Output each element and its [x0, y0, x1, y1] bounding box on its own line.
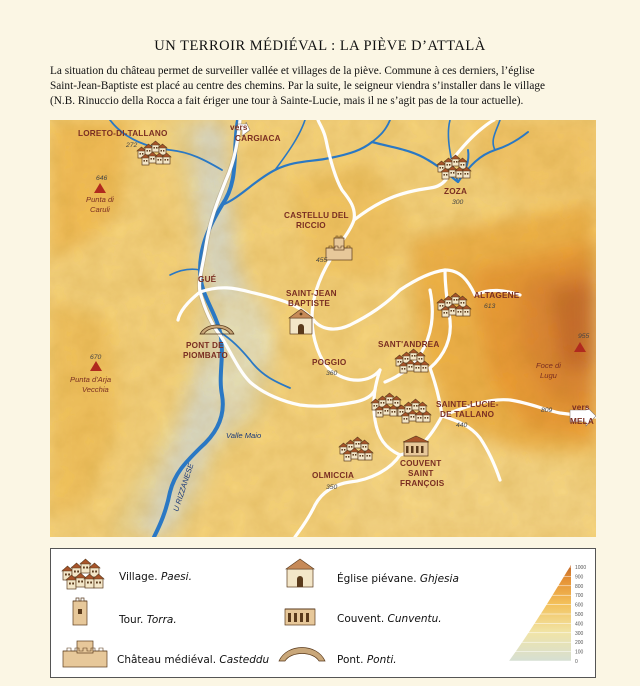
- legend-bridge-label: Pont.: [337, 654, 364, 666]
- alt-foce: 809: [541, 407, 553, 414]
- legend-church-label: Église piévane.: [337, 573, 417, 585]
- label-loreto: LORETO-DI-TALLANO: [78, 129, 168, 138]
- alt-loreto: 272: [126, 142, 138, 149]
- terrain-map[interactable]: [50, 120, 596, 537]
- label-zoza: ZOZA: [444, 187, 468, 196]
- label-santandrea: SANT'ANDREA: [378, 340, 440, 349]
- legend-church: [337, 573, 459, 585]
- scale-tick-label: 300: [575, 630, 584, 637]
- intro-line: Saint-Jean-Baptiste est placé au centre des chemins. Par la suite, le seigneur viendra s’installer dans le village: [50, 80, 546, 92]
- scale-tick-label: 0: [575, 659, 578, 665]
- alt-zoza: 300: [452, 199, 464, 206]
- legend-convent: [337, 613, 442, 625]
- scale-tick-label: 400: [575, 621, 584, 628]
- peak-caruli-name: Punta di: [86, 195, 114, 204]
- elevation-scale-wedge: [509, 565, 571, 661]
- legend-tower-italic: Torra.: [146, 614, 177, 626]
- legend-church-italic: Ghjesia: [419, 573, 459, 585]
- label-pont: PONT DE: [186, 341, 224, 350]
- legend-village: [119, 571, 192, 583]
- intro-line: La situation du château permet de surveiller vallée et villages de la piève. Commune à ces derniers, l’église: [50, 65, 535, 77]
- mela-label: MELA: [570, 417, 594, 426]
- label-castellu: CASTELLU DEL: [284, 211, 349, 220]
- legend-tower-icon: [73, 598, 87, 625]
- peak-caruli-name: Caruli: [90, 205, 110, 214]
- legend-bridge-icon: [279, 648, 325, 662]
- legend-convent-icon: [285, 609, 315, 625]
- scale-tick-label: 100: [575, 649, 584, 656]
- label-castellu: RICCIO: [296, 221, 326, 230]
- legend-bridge: [337, 654, 397, 666]
- label-couvent: COUVENT: [400, 459, 442, 468]
- alt-poggio: 360: [326, 370, 338, 377]
- label-couvent: FRANÇOIS: [400, 479, 445, 488]
- label-pont: PIOMBATO: [183, 351, 228, 360]
- label-valle-maio: Valle Maio: [226, 431, 262, 440]
- label-sjb: BAPTISTE: [288, 299, 331, 308]
- scale-tick-label: 200: [575, 640, 584, 647]
- legend-castle-italic: Casteddu: [219, 654, 270, 666]
- legend-castle: [117, 654, 269, 666]
- legend-bridge-italic: Ponti.: [366, 654, 397, 666]
- label-slucie: SAINTE-LUCIE-: [436, 400, 499, 409]
- cargiaca-label: CARGIACA: [235, 134, 281, 143]
- legend-convent-italic: Cunventu.: [387, 613, 442, 625]
- label-rizzanese: U RIZZANESE: [171, 462, 196, 513]
- label-couvent: SAINT: [408, 469, 434, 478]
- elevation-scale: [509, 565, 586, 665]
- label-gue: GUÉ: [198, 275, 217, 284]
- intro-line: (N.B. Rinuccio della Rocca a fait ériger une tour à Sainte-Lucie, mais il ne s’agit pas de la tour actuelle).: [50, 95, 524, 107]
- label-sjb: SAINT-JEAN: [286, 289, 337, 298]
- page-title: UN TERROIR MÉDIÉVAL : LA PIÈVE D’ATTALÀ: [154, 38, 486, 54]
- alt-east-peak: 955: [578, 333, 590, 340]
- scale-tick-label: 1000: [575, 565, 587, 571]
- legend-castle-icon: [63, 641, 107, 667]
- peak-arja-name: Punta d'Arja: [70, 375, 112, 384]
- legend-castle-label: Château médiéval.: [117, 654, 217, 666]
- scale-tick-label: 500: [575, 612, 584, 618]
- legend-convent-label: Couvent.: [337, 613, 385, 625]
- legend-village-italic: Paesi.: [160, 571, 192, 583]
- label-olmiccia: OLMICCIA: [312, 471, 355, 480]
- legend-church-icon: [286, 559, 314, 587]
- alt-altagene: 613: [484, 303, 496, 310]
- scale-tick-label: 700: [575, 593, 584, 600]
- legend-village-icon: [62, 559, 104, 589]
- label-poggio: POGGIO: [312, 358, 347, 367]
- peak-arja-name: Vecchia: [82, 385, 109, 394]
- alt-caruli: 646: [96, 175, 108, 182]
- scale-tick-label: 900: [575, 574, 584, 581]
- legend-tower-label: Tour.: [119, 614, 144, 626]
- alt-olmiccia: 350: [326, 484, 338, 491]
- vers-mela: vers: [572, 403, 590, 412]
- alt-arja: 670: [90, 354, 102, 361]
- legend-tower: [119, 614, 177, 626]
- alt-castellu: 455: [316, 257, 328, 264]
- legend-village-label: Village.: [119, 571, 158, 583]
- scale-tick-label: 600: [575, 602, 584, 609]
- scale-tick-label: 800: [575, 583, 584, 590]
- alt-slucie: 440: [456, 422, 468, 429]
- legend: [50, 548, 596, 678]
- foce-label: Lugu: [540, 371, 557, 380]
- intro-text: [50, 64, 600, 109]
- label-slucie: DE TALLANO: [440, 410, 495, 419]
- label-altagene: ALTAGENE: [474, 291, 520, 300]
- foce-label: Foce di: [536, 361, 561, 370]
- vers-cargiaca: vers: [230, 123, 248, 132]
